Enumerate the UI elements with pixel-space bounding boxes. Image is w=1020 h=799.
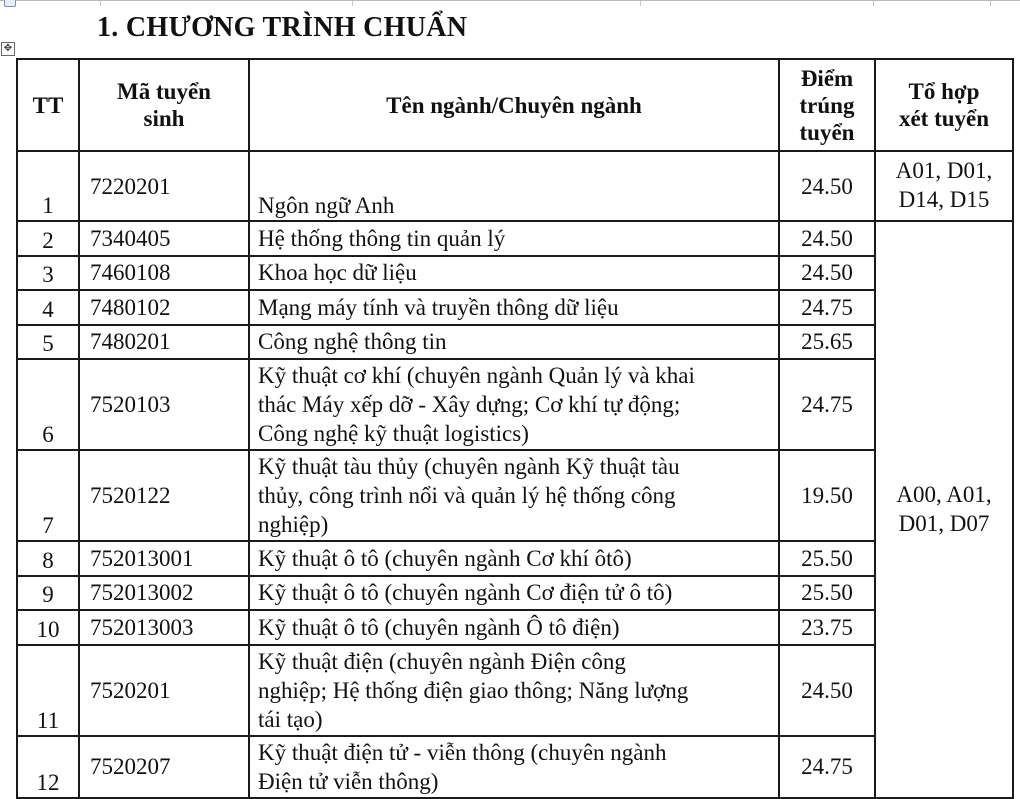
table-row [17,645,1013,736]
row-number: 7 [17,450,79,541]
table-row [17,221,1013,256]
row-number: 10 [17,610,79,645]
row-number: 9 [17,576,79,611]
cutoff-score: 24.50 [779,256,875,291]
cutoff-score: 24.50 [779,221,875,256]
document-top-ruler [0,0,1020,7]
program-name: Công nghệ thông tin [249,325,779,360]
header-tt: TT [17,59,79,151]
row-number: 6 [17,359,79,450]
admission-code: 752013001 [79,541,249,576]
admission-code: 7480201 [79,325,249,360]
program-name: Ngôn ngữ Anh [249,151,779,221]
table-row [17,325,1013,360]
row-number: 3 [17,256,79,291]
header-name: Tên ngành/Chuyên ngành [249,59,779,151]
subject-combination: A01, D01, D14, D15 [875,151,1013,221]
program-name: Kỹ thuật ô tô (chuyên ngành Ô tô điện) [249,610,779,645]
program-name: Kỹ thuật điện (chuyên ngành Điện công nghiệp; Hệ thống điện giao thông; Năng lượng tái tạo) [249,645,779,736]
table-header-row [17,59,1013,151]
admission-code: 7220201 [79,151,249,221]
row-number: 8 [17,541,79,576]
cutoff-score: 24.75 [779,736,875,798]
admission-code: 7340405 [79,221,249,256]
program-name: Kỹ thuật ô tô (chuyên ngành Cơ điện tử ô tô) [249,576,779,611]
admission-code: 752013002 [79,576,249,611]
program-name: Kỹ thuật điện tử - viễn thông (chuyên ngành Điện tử viễn thông) [249,736,779,798]
row-number: 12 [17,736,79,798]
admission-code: 7460108 [79,256,249,291]
subject-combination: A00, A01, D01, D07 [875,221,1013,798]
cutoff-score: 23.75 [779,610,875,645]
program-name: Mạng máy tính và truyền thông dữ liệu [249,290,779,325]
header-code: Mã tuyển sinh [79,59,249,151]
table-row [17,151,1013,221]
admission-code: 7520103 [79,359,249,450]
cutoff-score: 24.75 [779,359,875,450]
cutoff-score: 25.65 [779,325,875,360]
admission-scores-table [16,58,1014,799]
admission-code: 752013003 [79,610,249,645]
row-number: 1 [17,151,79,221]
table-row [17,576,1013,611]
program-name: Kỹ thuật ô tô (chuyên ngành Cơ khí ôtô) [249,541,779,576]
admission-code: 7520207 [79,736,249,798]
admission-code: 7520122 [79,450,249,541]
table-row [17,541,1013,576]
program-name: Hệ thống thông tin quản lý [249,221,779,256]
row-number: 11 [17,645,79,736]
admission-code: 7480102 [79,290,249,325]
cutoff-score: 19.50 [779,450,875,541]
header-score: Điểm trúng tuyển [779,59,875,151]
admission-code: 7520201 [79,645,249,736]
section-heading: 1. CHƯƠNG TRÌNH CHUẨN [97,12,468,43]
program-name: Kỹ thuật tàu thủy (chuyên ngành Kỹ thuật tàu thủy, công trình nổi và quản lý hệ thống công nghiệp) [249,450,779,541]
program-name: Kỹ thuật cơ khí (chuyên ngành Quản lý và khai thác Máy xếp dỡ - Xây dựng; Cơ khí tự động; Công nghệ kỹ thuật logistics) [249,359,779,450]
cutoff-score: 24.50 [779,151,875,221]
table-row [17,450,1013,541]
table-row [17,610,1013,645]
cutoff-score: 24.50 [779,645,875,736]
row-number: 5 [17,325,79,360]
document-marker-icon [4,0,16,7]
header-combo: Tổ hợp xét tuyển [875,59,1013,151]
row-number: 2 [17,221,79,256]
table-move-handle-icon[interactable]: ✥ [1,42,15,56]
cutoff-score: 25.50 [779,541,875,576]
cutoff-score: 25.50 [779,576,875,611]
table-row [17,736,1013,798]
row-number: 4 [17,290,79,325]
cutoff-score: 24.75 [779,290,875,325]
table-row [17,290,1013,325]
program-name: Khoa học dữ liệu [249,256,779,291]
table-row [17,256,1013,291]
table-row [17,359,1013,450]
